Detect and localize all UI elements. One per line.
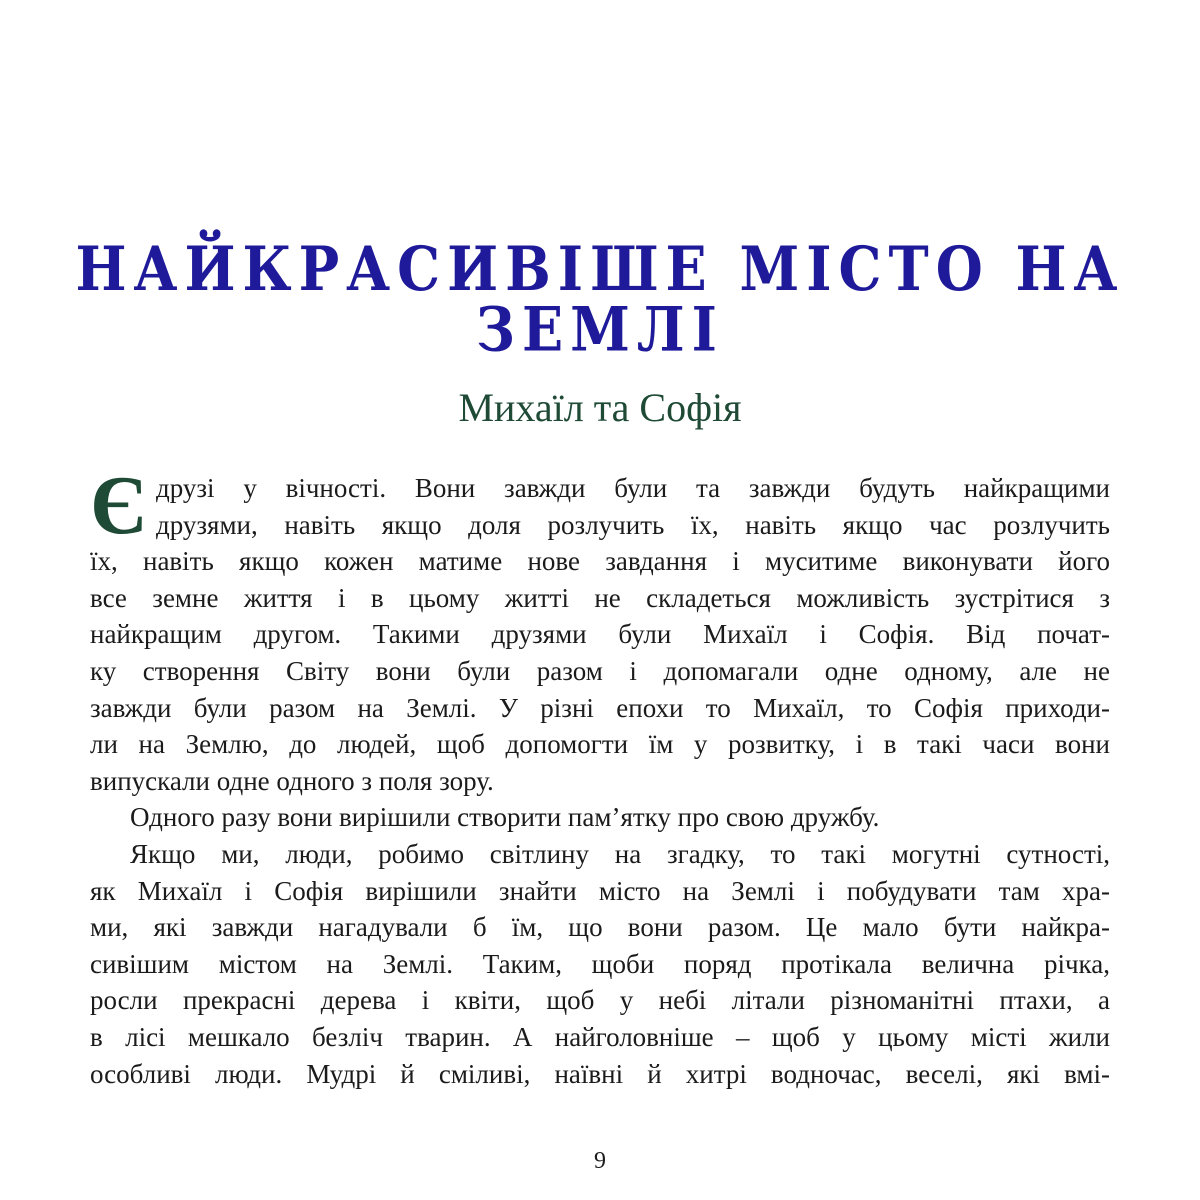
text-line: ли на Землю, до людей, щоб допомогти їм у розвитку, і в такі часи вони xyxy=(90,729,1110,760)
text-line: в лісі мешкало безліч тварин. А найголовніше – щоб у цьому місті жили xyxy=(90,1021,1110,1052)
text-line: найкращим другом. Такими друзями були Михаїл і Софія. Від почат- xyxy=(90,619,1110,650)
text-line: їх, навіть якщо кожен матиме нове завдання і муситиме виконувати його xyxy=(90,546,1110,577)
drop-cap: Є xyxy=(90,459,147,552)
text-line: Одного разу вони вирішили створити пам’ятку про свою дружбу. xyxy=(130,802,880,833)
text-line: росли прекрасні дерева і квіти, щоб у небі літали різноманітні птахи, а xyxy=(90,985,1110,1016)
text-line: сивішим містом на Землі. Таким, щоби поряд протікала велична річка, xyxy=(90,948,1110,979)
text-line: друзі у вічності. Вони завжди були та завжди будуть найкращими xyxy=(156,473,1110,503)
text-line: друзями, навіть якщо доля розлучить їх, навіть якщо час розлучить xyxy=(156,509,1110,540)
section-title: Михаїл та Софія xyxy=(458,385,742,430)
body-text xyxy=(90,459,1110,1092)
text-line: Якщо ми, люди, робимо світлину на згадку, то такі могутні сутності, xyxy=(130,838,1110,869)
text-line: як Михаїл і Софія вирішили знайти місто на Землі і побудувати там хра- xyxy=(90,875,1110,906)
text-line: ку створення Світу вони були разом і допомагали одне одному, але не xyxy=(90,655,1110,686)
page-number: 9 xyxy=(594,1148,606,1174)
text-line: особливі люди. Мудрі й сміливі, наївні й хитрі водночас, веселі, які вмі- xyxy=(90,1058,1110,1089)
text-line: ми, які завжди нагадували б їм, що вони разом. Це мало бути найкра- xyxy=(90,912,1110,943)
text-line: все земне життя і в цьому житті не складеться можливість зустрітися з xyxy=(90,582,1110,613)
text-line: завжди були разом на Землі. У різні епохи то Михаїл, то Софія приходи- xyxy=(90,692,1110,723)
chapter-title: НАЙКРАСИВІШЕ МІСТО НА ЗЕМЛІ xyxy=(75,232,1125,366)
text-line: випускали одне одного з поля зору. xyxy=(90,765,494,796)
